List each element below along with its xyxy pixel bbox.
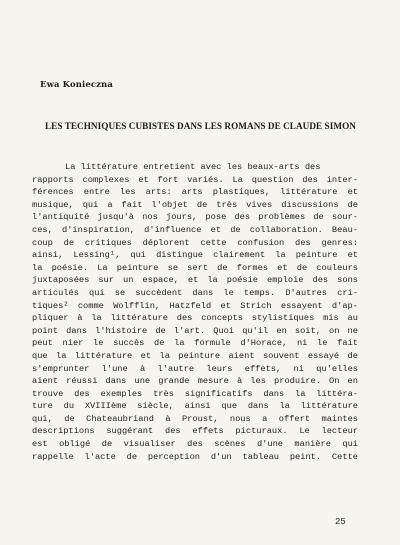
body-line: ces, d'inspiration, d'influence et de collaboration. Beau- [32,224,358,235]
body-line: trouve des exemples très significatifs dans la littéra- [32,388,358,399]
body-line: ainsi, Lessing¹, qui distingue clairement la peinture et [32,250,358,261]
body-line: aient réussi dans une grande mesure à les produire. On en [32,376,358,387]
body-line: l'antiquité jusqu'à nos jours, pose des problèmes de sour- [32,212,358,223]
body-line: descriptions suggérant des effets picturaux. Le lecteur [32,426,358,437]
article-title: LES TECHNIQUES CUBISTES DANS LES ROMANS DE CLAUDE SIMON [45,121,356,131]
body-line: tiques² comme Wolfflin, Hatzfeld et Strich essayent d'ap- [32,300,358,311]
body-line: ture du XVIIIème siècle, ainsi que dans la littérature [32,401,358,412]
page-number: 25 [335,517,346,527]
body-text [32,161,358,463]
body-line: qui, de Chateaubriand à Proust, nous a offert maintes [32,413,358,424]
body-line: coup de critiques déplorent cette confusion des genres: [32,237,358,248]
body-line: que la littérature et la peinture aient souvent essayé de [32,350,358,361]
body-line: rapports complexes et fort variés. La question des inter- [32,174,358,185]
body-line: point dans l'histoire de l'art. Quoi qu'il en soit, on ne [32,325,358,336]
author-name: Ewa Konieczna [40,80,113,90]
body-line: La littérature entretient avec les beaux-arts des [65,162,321,172]
body-line: férences entre les arts: arts plastiques, littérature et [32,187,358,198]
body-line: est obligé de visualiser des scènes d'une manière qui [32,439,358,450]
body-line: musique, qui a fait l'objet de très vives discussions de [32,199,358,210]
body-line: s'emprunter l'une à l'autre leurs effets, ni qu'elles [32,363,358,374]
body-line: articulés qui se succèdent dans le temps. D'autres cri- [32,287,358,298]
body-line: pliquer à la littérature des concepts stylistiques mis au [32,313,358,324]
body-line: juxtaposées sur un espace, et la poésie emploie des sons [32,275,358,286]
body-line: la poésie. La peinture se sert de formes et de couleurs [32,262,358,273]
body-line: peut nier le succès de la formule d'Horace, ni le fait [32,338,358,349]
body-line: rappelle l'acte de perception d'un tableau peint. Cette [32,451,358,462]
